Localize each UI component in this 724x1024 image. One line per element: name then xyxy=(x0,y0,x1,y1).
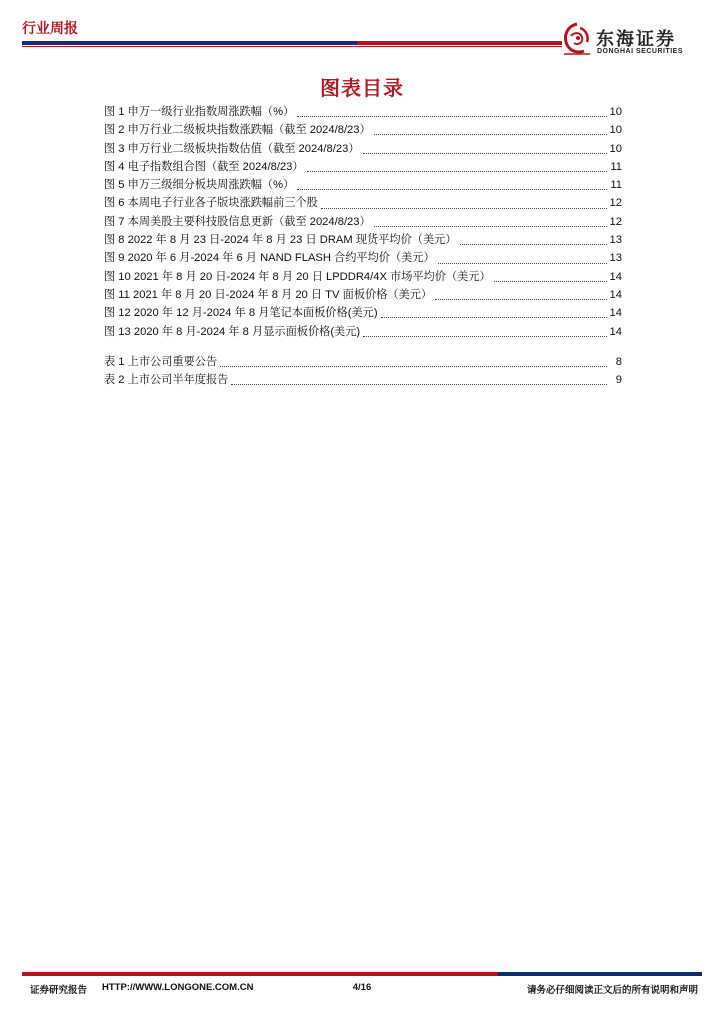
toc-dot-leader xyxy=(297,188,607,190)
toc-entry-label: 图 12 2020 年 12 月-2024 年 8 月笔记本面板价格(美元) xyxy=(104,307,378,320)
toc-entry-page: 14 xyxy=(609,325,622,338)
toc-entry[interactable] xyxy=(104,231,622,249)
toc-entry-page: 11 xyxy=(610,160,622,173)
toc-entry[interactable] xyxy=(104,121,622,139)
toc-dot-leader xyxy=(381,316,607,318)
toc-dot-leader xyxy=(438,262,607,264)
toc-entry-label: 图 2 申万行业二级板块指数涨跌幅（截至 2024/8/23） xyxy=(104,124,371,137)
toc-dot-leader xyxy=(220,365,607,367)
toc-entry-page: 11 xyxy=(610,179,622,192)
toc-entry[interactable] xyxy=(104,194,622,212)
toc-entry[interactable] xyxy=(104,176,622,194)
logo-english-name: DONGHAI SECURITIES xyxy=(597,48,684,55)
footer-page-number: 4/16 xyxy=(352,982,372,993)
toc-entry-label: 图 9 2020 年 6 月-2024 年 6 月 NAND FLASH 合约平均价（美元） xyxy=(104,252,435,265)
toc-entry-page: 13 xyxy=(609,252,622,265)
toc-entry-label: 图 13 2020 年 8 月-2024 年 8 月显示面板价格(美元) xyxy=(104,325,361,338)
toc-dot-leader xyxy=(321,207,607,209)
toc-entry-page: 14 xyxy=(609,307,622,320)
toc-entry-label: 图 6 本周电子行业各子版块涨跌幅前三个股 xyxy=(104,197,318,210)
toc-entry-label: 表 2 上市公司半年度报告 xyxy=(104,374,229,387)
toc-dot-leader xyxy=(307,170,607,172)
toc-entry-page: 12 xyxy=(609,197,622,210)
toc-dot-leader xyxy=(363,152,607,154)
figure-list xyxy=(104,103,622,341)
toc-entry-page: 10 xyxy=(609,142,622,155)
toc-dot-leader xyxy=(297,115,606,117)
footer-website-link[interactable]: HTTP://WWW.LONGONE.COM.CN xyxy=(102,982,254,993)
toc-entry-page: 12 xyxy=(609,215,622,228)
toc-dot-leader xyxy=(374,133,607,135)
toc-dot-leader xyxy=(231,383,607,385)
toc-entry-page: 9 xyxy=(615,374,622,387)
toc-dot-leader xyxy=(363,335,606,337)
toc-entry[interactable] xyxy=(104,249,622,267)
toc-entry-page: 13 xyxy=(609,234,622,247)
toc-entry-page: 8 xyxy=(615,356,622,368)
footer-disclaimer: 请务必仔细阅读正文后的所有说明和声明 xyxy=(526,985,698,996)
toc-entry-page: 14 xyxy=(609,288,622,301)
page-title: 图表目录 xyxy=(320,76,404,100)
toc-dot-leader xyxy=(494,280,607,282)
toc-entry-label: 图 11 2021 年 8 月 20 日-2024 年 8 月 20 日 TV 面板价格（美元） xyxy=(104,288,433,301)
toc-entry-label: 图 5 申万三级细分板块周涨跌幅（%） xyxy=(104,179,295,192)
toc-entry[interactable] xyxy=(104,268,622,286)
toc-entry-page: 14 xyxy=(609,270,622,283)
toc-entry-page: 10 xyxy=(609,124,622,137)
report-type-tag: 行业周报 xyxy=(22,20,78,36)
toc-entry[interactable] xyxy=(104,158,622,176)
toc-dot-leader xyxy=(374,225,607,227)
footer-report-label: 证券研究报告 xyxy=(30,985,88,996)
toc-entry-label: 图 4 电子指数组合图（截至 2024/8/23） xyxy=(104,160,304,173)
toc-entry-label: 图 10 2021 年 8 月 20 日-2024 年 8 月 20 日 LPDDR4/4X 市场平均价（美元） xyxy=(104,270,491,283)
footer-divider xyxy=(22,972,702,976)
header-divider-thin xyxy=(22,46,562,47)
toc-dot-leader xyxy=(460,243,607,245)
toc-entry-page: 10 xyxy=(609,106,622,118)
toc-dot-leader xyxy=(435,298,606,300)
header-divider xyxy=(22,41,562,45)
toc-entry[interactable] xyxy=(104,213,622,231)
toc-entry[interactable] xyxy=(104,353,622,371)
toc-entry-label: 图 1 申万一级行业指数周涨跌幅（%） xyxy=(104,106,295,118)
toc-entry[interactable] xyxy=(104,286,622,304)
logo-chinese-name: 东海证券 xyxy=(596,29,676,50)
toc-entry[interactable] xyxy=(104,371,622,389)
toc-entry-label: 图 3 申万行业二级板块指数估值（截至 2024/8/23） xyxy=(104,142,360,155)
toc-entry[interactable] xyxy=(104,103,622,121)
toc-entry[interactable] xyxy=(104,140,622,158)
toc-entry[interactable] xyxy=(104,304,622,322)
toc-entry[interactable] xyxy=(104,323,622,341)
toc-entry-label: 图 7 本周美股主要科技股信息更新（截至 2024/8/23） xyxy=(104,215,371,228)
donghai-logo xyxy=(560,20,710,60)
table-list xyxy=(104,353,622,390)
toc-entry-label: 图 8 2022 年 8 月 23 日-2024 年 8 月 23 日 DRAM 现货平均价（美元） xyxy=(104,234,457,247)
dragon-emblem-icon xyxy=(560,20,594,58)
toc-entry-label: 表 1 上市公司重要公告 xyxy=(104,356,218,368)
